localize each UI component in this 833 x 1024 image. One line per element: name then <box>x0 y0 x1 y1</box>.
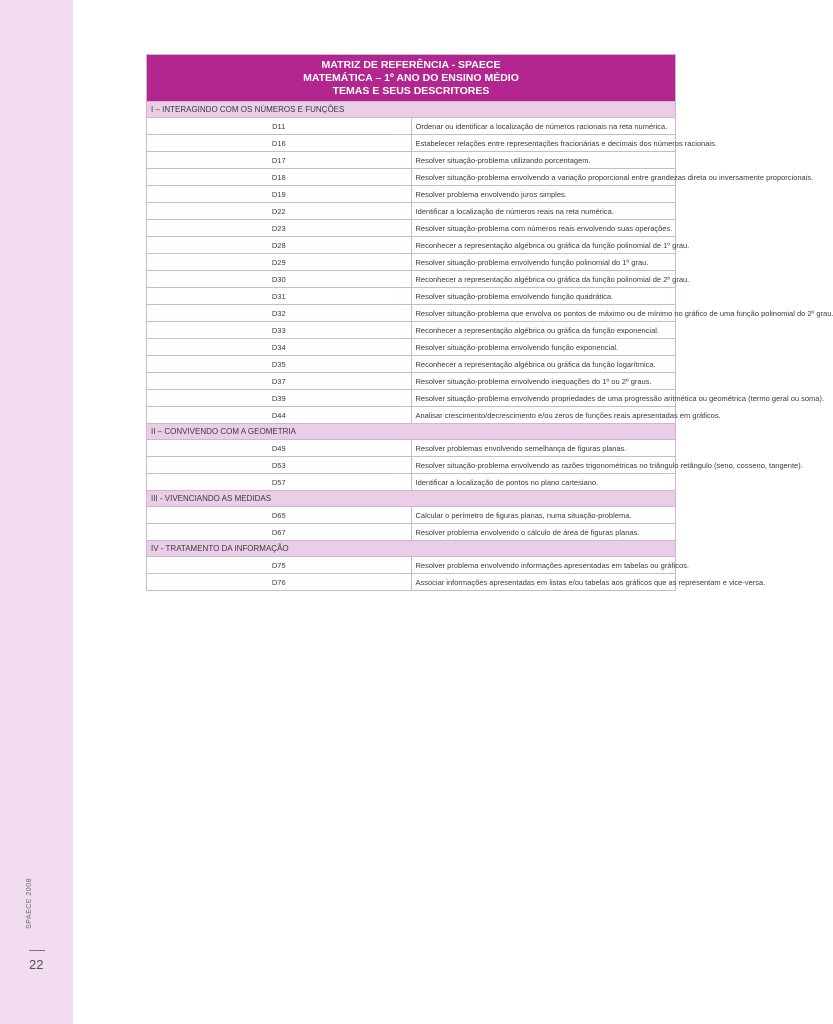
publication-label: SPAECE 2008 <box>26 878 33 929</box>
descriptor-row <box>147 254 676 271</box>
descriptor-code: D23 <box>147 220 412 237</box>
descriptor-code: D75 <box>147 557 412 574</box>
descriptor-row <box>147 557 676 574</box>
descriptor-code: D65 <box>147 507 412 524</box>
descriptor-row <box>147 305 676 322</box>
descriptor-code: D18 <box>147 169 412 186</box>
descriptor-row <box>147 407 676 424</box>
descriptor-code: D37 <box>147 373 412 390</box>
descriptor-code: D11 <box>147 118 412 135</box>
descriptor-text: Calcular o perímetro de figuras planas, numa situação-problema. <box>411 507 676 524</box>
descriptor-row <box>147 152 676 169</box>
descriptor-row <box>147 186 676 203</box>
theme-title: I – INTERAGINDO COM OS NÚMEROS E FUNÇÕES <box>147 102 676 118</box>
descriptor-code: D49 <box>147 440 412 457</box>
descriptor-row <box>147 356 676 373</box>
descriptor-text: Reconhecer a representação algébrica ou gráfica da função polinomial de 2º grau. <box>411 271 676 288</box>
title-line-1: MATRIZ DE REFERÊNCIA - SPAECE <box>321 58 501 71</box>
theme-row <box>147 424 676 440</box>
reference-matrix-table <box>146 54 833 591</box>
descriptor-code: D57 <box>147 474 412 491</box>
descriptor-row <box>147 574 676 591</box>
descriptor-code: D32 <box>147 305 412 322</box>
descriptor-code: D67 <box>147 524 412 541</box>
theme-row <box>147 541 676 557</box>
page-number: 22 <box>29 957 44 972</box>
descriptor-code: D19 <box>147 186 412 203</box>
descriptor-row <box>147 507 676 524</box>
descriptor-row <box>147 237 676 254</box>
descriptor-code: D28 <box>147 237 412 254</box>
descriptor-text: Identificar a localização de números reais na reta numérica. <box>411 203 676 220</box>
descriptor-row <box>147 457 676 474</box>
descriptor-text: Reconhecer a representação algébrica ou gráfica da função exponencial. <box>411 322 676 339</box>
descriptor-row <box>147 169 676 186</box>
descriptor-text: Resolver situação-problema envolvendo função exponencial. <box>411 339 676 356</box>
descriptor-text: Resolver problema envolvendo juros simples. <box>411 186 676 203</box>
descriptor-text: Resolver situação-problema que envolva os pontos de máximo ou de mínimo no gráfico de uma função polinomial do 2º grau. <box>411 305 676 322</box>
descriptor-code: D34 <box>147 339 412 356</box>
descriptor-code: D53 <box>147 457 412 474</box>
descriptor-row <box>147 220 676 237</box>
descriptor-text: Ordenar ou identificar a localização de números racionais na reta numérica. <box>411 118 676 135</box>
descriptor-text: Identificar a localização de pontos no plano cartesiano. <box>411 474 676 491</box>
descriptor-code: D30 <box>147 271 412 288</box>
descriptor-code: D76 <box>147 574 412 591</box>
theme-title: IV - TRATAMENTO DA INFORMAÇÃO <box>147 541 676 557</box>
descriptor-row <box>147 288 676 305</box>
theme-row <box>147 491 676 507</box>
descriptor-row <box>147 203 676 220</box>
theme-title: III - VIVENCIANDO AS MEDIDAS <box>147 491 676 507</box>
descriptor-text: Resolver problemas envolvendo semelhança de figuras planas. <box>411 440 676 457</box>
descriptor-text: Associar informações apresentadas em listas e/ou tabelas aos gráficos que as representam e vice-versa. <box>411 574 676 591</box>
table-title-row <box>147 55 676 102</box>
descriptor-code: D29 <box>147 254 412 271</box>
descriptor-row <box>147 135 676 152</box>
descriptor-row <box>147 322 676 339</box>
title-line-2: MATEMÁTICA – 1º ANO DO ENSINO MÉDIO <box>303 71 519 84</box>
descriptor-text: Resolver situação-problema envolvendo função polinomial do 1º grau. <box>411 254 676 271</box>
descriptor-text: Resolver situação-problema envolvendo a variação proporcional entre grandezas direta ou inversamente proporcionais. <box>411 169 676 186</box>
side-strip <box>0 0 73 1024</box>
descriptor-row <box>147 390 676 407</box>
descriptor-text: Resolver situação-problema envolvendo inequações do 1º ou 2º graus. <box>411 373 676 390</box>
descriptor-code: D17 <box>147 152 412 169</box>
descriptor-code: D33 <box>147 322 412 339</box>
descriptor-row <box>147 524 676 541</box>
page-number-rule <box>29 950 45 951</box>
descriptor-text: Resolver situação-problema envolvendo função quadrática. <box>411 288 676 305</box>
descriptor-text: Reconhecer a representação algébrica ou gráfica da função logarítmica. <box>411 356 676 373</box>
descriptor-text: Resolver situação-problema utilizando porcentagem. <box>411 152 676 169</box>
descriptor-text: Resolver situação-problema com números reais envolvendo suas operações. <box>411 220 676 237</box>
descriptor-code: D22 <box>147 203 412 220</box>
descriptor-code: D39 <box>147 390 412 407</box>
descriptor-text: Resolver problema envolvendo o cálculo de área de figuras planas. <box>411 524 676 541</box>
theme-row <box>147 102 676 118</box>
descriptor-row <box>147 373 676 390</box>
descriptor-row <box>147 271 676 288</box>
descriptor-text: Reconhecer a representação algébrica ou gráfica da função polinomial de 1º grau. <box>411 237 676 254</box>
descriptor-text: Analisar crescimento/decrescimento e/ou zeros de funções reais apresentadas em gráficos. <box>411 407 676 424</box>
descriptor-code: D35 <box>147 356 412 373</box>
descriptor-text: Estabelecer relações entre representações fracionárias e decimais dos números racionais. <box>411 135 676 152</box>
descriptor-row <box>147 118 676 135</box>
descriptor-text: Resolver situação-problema envolvendo propriedades de uma progressão aritmética ou geométrica (termo geral ou soma). <box>411 390 676 407</box>
theme-title: II – CONVIVENDO COM A GEOMETRIA <box>147 424 676 440</box>
descriptor-code: D31 <box>147 288 412 305</box>
descriptor-code: D44 <box>147 407 412 424</box>
descriptor-text: Resolver problema envolvendo informações apresentadas em tabelas ou gráficos. <box>411 557 676 574</box>
descriptor-code: D16 <box>147 135 412 152</box>
title-line-3: TEMAS E SEUS DESCRITORES <box>332 84 490 97</box>
table-title <box>147 55 676 102</box>
descriptor-text: Resolver situação-problema envolvendo as razões trigonométricas no triângulo retângulo (seno, cosseno, tangente). <box>411 457 676 474</box>
descriptor-row <box>147 339 676 356</box>
descriptor-row <box>147 440 676 457</box>
descriptor-row <box>147 474 676 491</box>
